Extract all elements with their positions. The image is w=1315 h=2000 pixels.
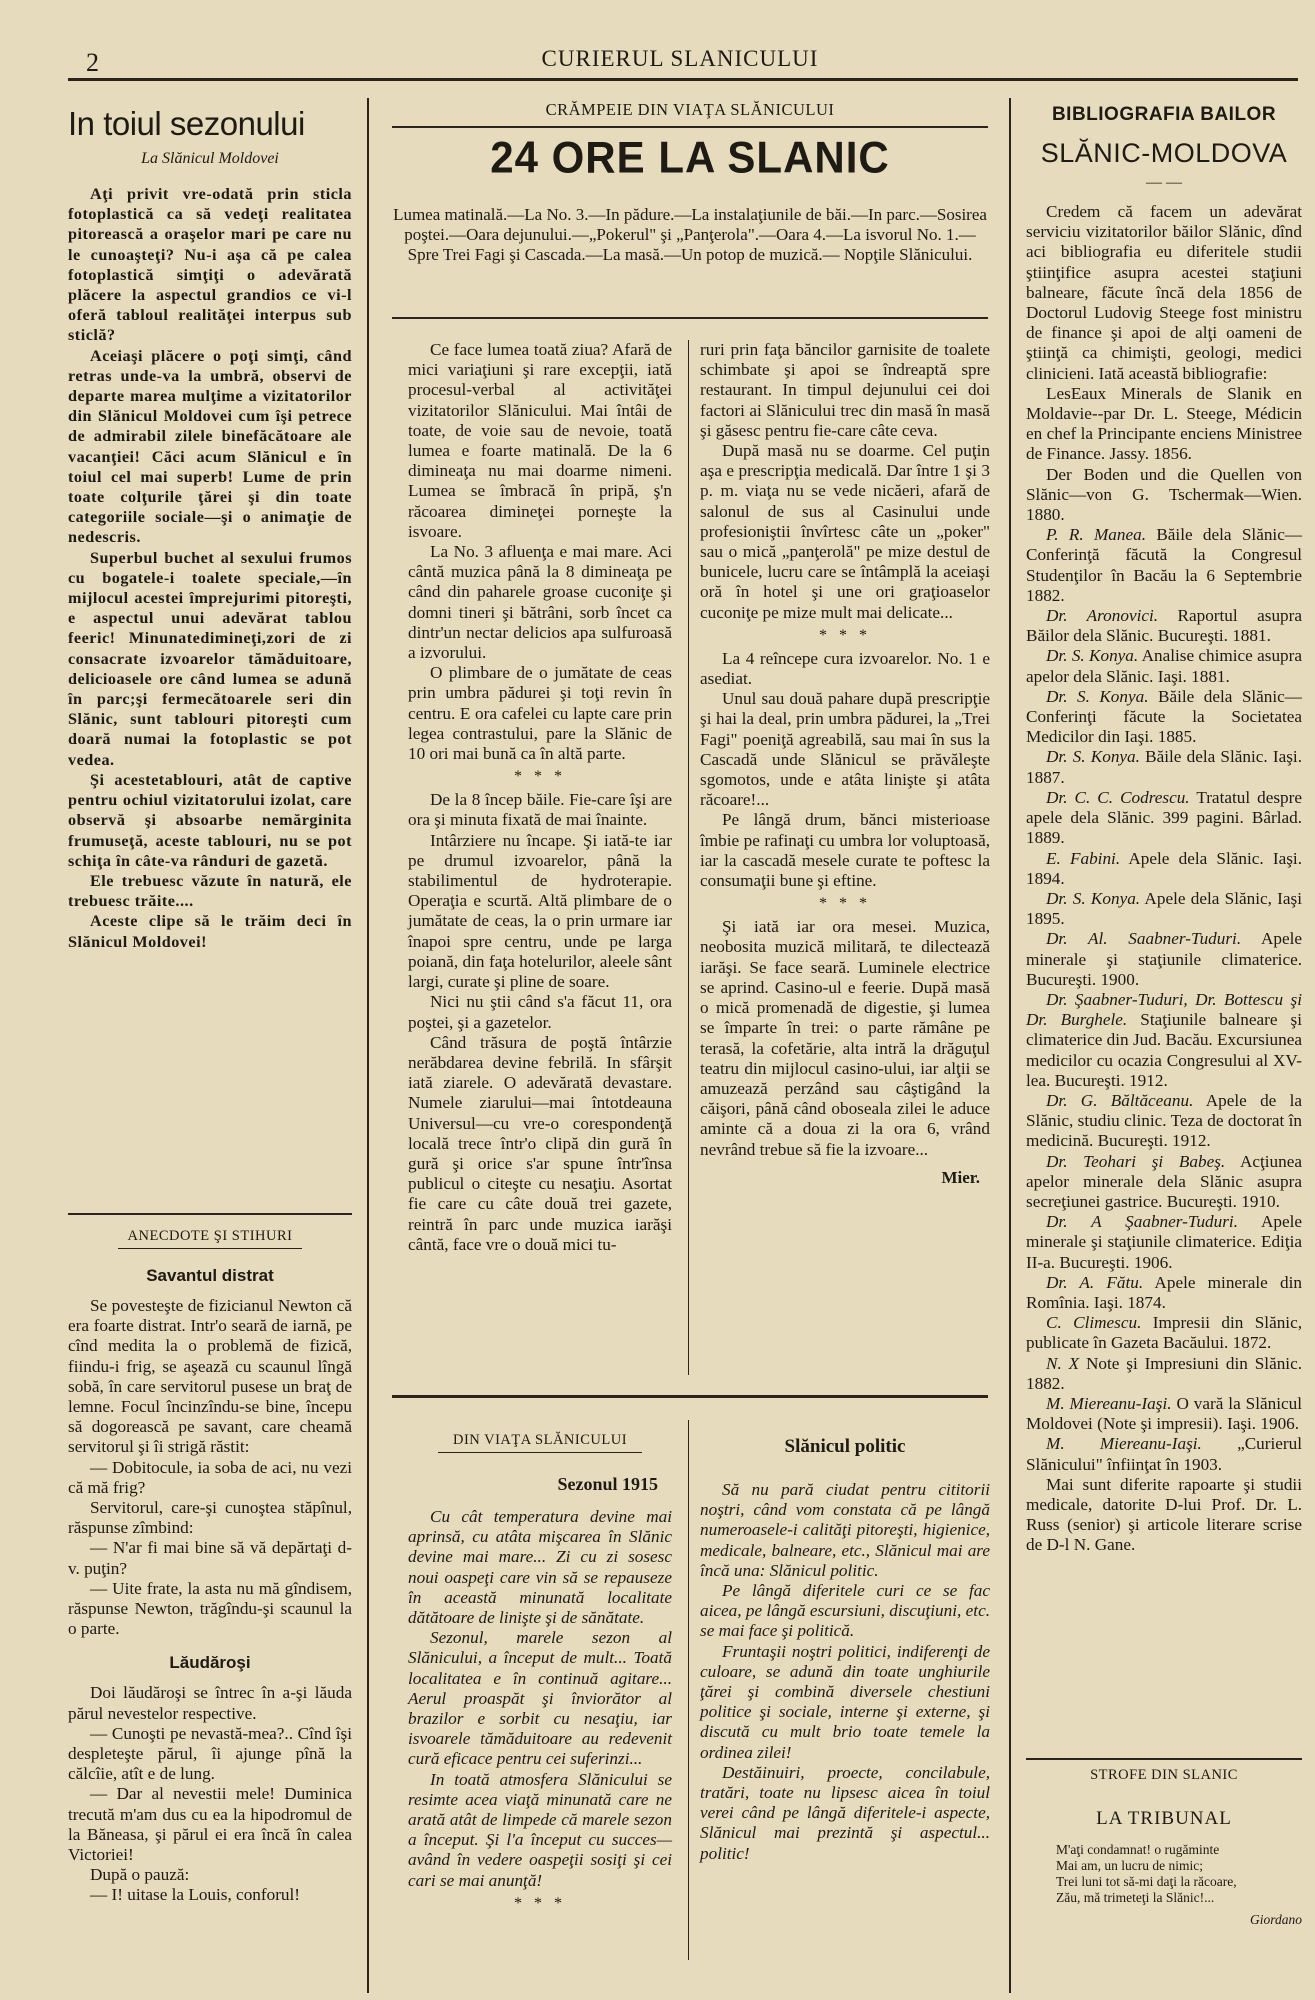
paragraph: De la 8 încep băile. Fie-care îşi are ora şi minuta fixată de mai înainte. — [408, 790, 672, 830]
column-divider-1 — [367, 98, 369, 1993]
bibliography-text: Apele minerale şi staţiunile climaterice. Ediţia II-a. Bucureşti. 1906. — [1026, 1212, 1302, 1272]
paragraph: Sezonul, marele sezon al Slănicului, a început de mult... Toată localitatea e în continuă agitare... Aerul proaspăt şi înviorător al brazilor e sorbit cu nesaţiu, iar isvoarele tămăduitoare au redevenit cură eficace pentru cei suferinzi... — [408, 1628, 672, 1769]
bibliography-text: Băile dela Slănic—Conferinţă făcută la Congresul Studenţilor în Bacău la 6 Septembrie 1882. — [1026, 525, 1303, 605]
bibliography-author: Dr. A. Fătu. — [1046, 1272, 1144, 1292]
section-label: DIN VIAŢA SLĂNICULUI — [452, 1432, 628, 1448]
bibliography-entry — [1026, 990, 1302, 1091]
article-right-column — [700, 340, 990, 1188]
bibliography-entry — [1026, 929, 1302, 990]
bibliography-text: Băile dela Slănic—Conferinţi făcute la Societatea Medicilor din Iaşi. 1885. — [1026, 686, 1302, 747]
bibliography-author: P. R. Manea. — [1046, 525, 1147, 545]
bibliography-text: „Curierul Slănicului" înfiinţat în 1903. — [1026, 1434, 1302, 1474]
section-label: STROFE DIN SLANIC — [1090, 1767, 1238, 1783]
anecdotes — [68, 1266, 352, 1906]
paragraph: Să nu pară ciudat pentru cititorii noştri, când vom constata că pe lângă numeroasele-i calităţi pitoreşti, higienice, medicale, balneare, etc., Slănicul mai are încă una: Slănicul politic. — [700, 1480, 990, 1580]
paragraph: Ce face lumea toată ziua? Afară de mici variaţiuni şi rare excepţii, iată procesul-verbal al activităţei vizitatorilor Slănicului. Mai întâi de toate, de voie sau de nevoie, toată lumea e foarte matinală. De la 6 dimineaţa nu mai doarme nimeni. Lumea se îmbracă în pripă, ş'n răcoarea dimineţei porneşte la isvoare. — [408, 340, 672, 541]
paragraph: O plimbare de o jumătate de ceas prin umbra pădurei şi toţi revin în centru. E ora cafelei cu lapte care prin legea contrastului, pare la Slănic de 10 ori mai bună ca în altă parte. — [408, 663, 672, 764]
paragraph: Mai sunt diferite rapoarte şi studii medicale, datorite D-lui Prof. Dr. L. Russ (senior) şi articole literare scrise de D-l N. Gane. — [1026, 1474, 1302, 1555]
paragraph: ruri prin faţa băncilor garnisite de toalete schimbate şi apoi se îndreaptă spre restaurant. In timpul dejunului cei doi factori ai Slănicului trec din masă în masă şi găsesc pentru fie-care câte ceva. — [700, 340, 990, 440]
bibliography-entry — [1026, 1273, 1302, 1313]
paragraph: Ele trebuesc văzute în natură, ele trebuesc trăite.... — [68, 871, 352, 911]
paragraph: In toată atmosfera Slănicului se resimte acea viaţă minunată care ne arată atât de limpede că marele sezon a început. Şi l'a început cu succes—având în vedere oaspeţii sosiţi şi cei cari se mai anunţă! — [408, 1769, 672, 1890]
paragraph: Credem că facem un adevărat serviciu vizitatorilor băilor Slănic, dînd aci bibliografia eu diferitele studii ştiinţifice asupra acestei staţiuni balneare, făcute încă dela 1856 de Doctorul Ludovig Steege fost ministru de finance şi apoi de alţi oameni de ştiinţă ca chimişti, geologi, medici clinicieni. Iată această bibliografie: — [1026, 202, 1302, 383]
paragraph: Se povesteşte de fizicianul Newton că era foarte distrat. Intr'o seară de iarnă, pe cînd medita la o problemă de fizică, fiindu-i frig, se aşează cu scaunul lîngă sobă, în care servitorul pusese un braţ de lemne. Focul încinzîndu-se bine, începu să dogorească pe savant, care cheamă servitorul şi îi strigă răstit: — [68, 1296, 352, 1457]
bibliography-text: Staţiunile balneare şi climaterice din Jud. Bacău. Excursiunea medicilor cu ocazia Congresului al XV-lea. Bucureşti. 1912. — [1026, 1010, 1303, 1090]
bibliography-text: Băile dela Slănic. Iaşi. 1887. — [1026, 747, 1302, 787]
bibliography-list — [1026, 202, 1302, 1556]
masthead: CURIERUL SLANICULUI — [541, 46, 819, 71]
article-title: In toiul sezonului — [68, 105, 305, 142]
title-dashes: — — — [1146, 174, 1182, 191]
paragraph: Şi iată iar ora mesei. Muzica, neobosita muzică militară, te dilectează iarăşi. Se face seară. Luminele electrice se aprind. Casino-ul e feerie. După masă o mică promenadă de digestie, şi lumea se împarte în trei: o parte rămâne pe terasă, la cofetărie, alta intră la drăguţul teatru din mijlocul casino-ului, iar alţii se amuzează perzând sau câştigând la căişori, până când oboseala zilei le aduce aminte că a doua zi la ora 6, vrând nevrând trebue să fie la izvoare... — [700, 917, 990, 1159]
paragraph: — Uite frate, la asta nu mă gîndisem, răspunse Newton, trăgîndu-şi scaunul la o parte. — [68, 1578, 352, 1639]
paragraph: La 4 reîncepe cura izvoarelor. No. 1 e asediat. — [700, 648, 990, 689]
page-number: 2 — [86, 48, 99, 77]
bibliography-text: Acţiunea apelor minerale dela Slănic asupra secreţiunei gastrice. Bucureşti. 1910. — [1026, 1151, 1302, 1211]
anecdote-title: Savantul distrat — [146, 1266, 274, 1285]
paragraph: Unul sau două pahare după prescripţie şi hai la deal, prin umbra pădurei, la „Trei Fagi" poeniţă agreabilă, sau mai în sus la Cascadă unde Slănicul se prăvăleşte sgomotos, unde e atâta linişte şi atâta răcoare!... — [700, 689, 990, 810]
headline: 24 ORE LA SLANIC — [490, 132, 890, 183]
bibliography-author: Dr. S. Konya. — [1046, 686, 1149, 706]
bibliography-author: Dr. S. Konya. — [1046, 646, 1139, 666]
poem-line: Zău, mă trimeteţi la Slănic!... — [1056, 1890, 1215, 1905]
paragraph: După masă nu se doarme. Cel puţin aşa e prescripţia medicală. Dar între 1 şi 3 p. m. viaţa nu se vede nicăeri, afară de salonul de sus al Casinului unde profesioniştii învîrtesc câte un „poker" sau o mică „panţerolă" pe mize destul de bunicele, lucru care se întâmplă la aceiaşi oră în hotel şi une ori graţioaselor cuconiţe pe mize mult mai delicate... — [700, 441, 990, 622]
bibliography-author: M. Miereanu-Iaşi. — [1046, 1434, 1202, 1454]
paragraph: Aceiaşi plăcere o poţi simţi, când retras unde-va la umbră, observi de departe marea mulţime a vizitatorilor din Slănicul Moldovei cum îşi petrece de admirabil zilele binefăcătoare ale vacanţiei! Căci acum Slănicul e în toiul cel mai superb! Lume de prin toate colţurile ţărei şi din toate categoriile sociale—şi o animaţie de nedescris. — [68, 346, 352, 547]
bibliography-text: Apele dela Slănic, Iaşi 1895. — [1026, 888, 1302, 929]
article-title: Sezonul 1915 — [557, 1474, 658, 1494]
separator-stars: * * * — [819, 895, 871, 913]
bibliography-author: Dr. S. Konya. — [1046, 747, 1140, 767]
inner-divider — [688, 340, 689, 1375]
section-label: ANECDOTE ŞI STIHURI — [127, 1228, 293, 1244]
paragraph: — Dar al nevestii mele! Duminica trecută m'am dus cu ea la hipodromul de la Băneasa, şi părul ei era încă în calea Victoriei! — [68, 1784, 352, 1865]
poem-line: Trei luni tot să-mi daţi la răcoare, — [1056, 1874, 1237, 1889]
bibliography-title: BIBLIOGRAFIA BAILOR — [1051, 104, 1277, 125]
bibliography-subtitle: SLĂNIC-MOLDOVA — [1040, 138, 1288, 168]
bibliography-author: Dr. A Şaabner-Tuduri. — [1046, 1212, 1238, 1232]
bibliography-author: Dr. S. Konya. — [1046, 888, 1141, 908]
paragraph: Nici nu ştii când s'a făcut 11, ora poştei, şi a gazetelor. — [408, 992, 672, 1032]
bibliography-entry — [1026, 889, 1302, 929]
section-rule — [68, 1213, 352, 1215]
bibliography-author: Dr. Teohari şi Babeş. — [1046, 1151, 1226, 1171]
paragraph: La No. 3 afluenţa e mai mare. Aci cântă muzica până la 8 dimineaţa pe când din paharele groase cuconiţe şi domni tineri şi bătrâni, sorb încet ca dintr'un nectar delicios apa sulfuroasă a izvorului. — [408, 542, 672, 663]
paragraph: Destăinuiri, proecte, concilabule, tratări, toate nu lipsesc aicea în toiul verei când pe lângă diferitele-i aspecte, Slănicul mai prezintă şi aspectul... politic! — [700, 1762, 990, 1863]
bibliography-author: Dr. Şaabner-Tuduri, Dr. Bottescu şi Dr. Burghele. — [1026, 989, 1302, 1030]
paragraph: Doi lăudăroşi se întrec în a-şi lăuda părul nevestelor respective. — [68, 1683, 352, 1723]
poem — [1056, 1842, 1302, 1928]
bibliography-text: Analise chimice asupra apelor dela Slănic. Iaşi. 1881. — [1026, 646, 1302, 686]
bibliography-text: Apele minerale din Romînia. Iaşi. 1874. — [1026, 1272, 1302, 1312]
paragraph: Superbul buchet al sexului frumos cu bogatele-i toalete speciale,—în mijlocul acestei împrejurimi pitoreşti, e aspectul unui adevărat tablou feeric! Minunatedimineţi,zori de zi consacrate izvoarelor tămăduitoare, delicioasele ore când lumea se adună în parc;şi fermecătoarele seri din Slănic, sunt tablouri pitoreşti cum doară numai la fotoplastic se pot vedea. — [68, 548, 352, 769]
kicker: CRĂMPEIE DIN VIAŢA SLĂNICULUI — [392, 100, 988, 120]
column-divider-2 — [1009, 98, 1011, 1993]
article-title: Slănicul politic — [784, 1436, 906, 1457]
bibliography-author: Dr. Aronovici. — [1046, 606, 1159, 626]
bibliography-entry — [1026, 1354, 1302, 1394]
bibliography-author: M. Miereanu-Iaşi. — [1046, 1393, 1172, 1413]
separator-stars: * * * — [514, 1894, 566, 1912]
summary-rule — [392, 317, 988, 319]
bibliography-author: Dr. G. Băltăceanu. — [1046, 1090, 1194, 1110]
article-signature: Mier. — [941, 1167, 980, 1187]
paragraph: — Dobitocule, ia soba de aci, nu vezi că mă frig? — [68, 1457, 352, 1497]
bibliography-text: LesEaux Minerals de Slanik en Moldavie--par Dr. L. Steege, Médicin en chef la Principante enciens Ministree de Finance. Jassy. 1856. — [1026, 383, 1302, 464]
poem-signature: Giordano — [1249, 1912, 1302, 1927]
lower-inner-divider — [688, 1420, 689, 1960]
bibliography-author: N. X — [1046, 1353, 1080, 1373]
lower-band-rule — [392, 1395, 988, 1398]
paragraph: Pe lângă diferitele curi ce se fac aicea, pe lângă escursiuni, discuţiuni, etc. se mai face şi politică. — [700, 1581, 990, 1641]
section-underline — [438, 1452, 642, 1453]
bibliography-text: Note şi Impresiuni din Slănic. 1882. — [1026, 1353, 1302, 1393]
paragraph: Cu cât temperatura devine mai aprinsă, cu atâta mişcarea în Slănic devine mai mare... Zi cu zi sosesc noui oaspeţi care vin să se repauseze în această minunată localitate dătătoare de linişte şi de sănătate. — [408, 1507, 672, 1628]
article-subtitle: La Slănicul Moldovei — [141, 150, 279, 167]
paragraph: — Cunoşti pe nevastă-mea?.. Cînd îşi despleteşte părul, îi ajunge pînă la călcîie, atît e de lung. — [68, 1723, 352, 1784]
separator-stars: * * * — [819, 626, 871, 644]
header-rule — [68, 78, 1298, 81]
paragraph: Servitorul, care-şi cunoştea stăpînul, răspunse zîmbind: — [68, 1498, 352, 1538]
paragraph: Intârzierе nu încape. Şi iată-te iar pe drumul izvoarelor, până la stabilimentul de hydroterapie. Operaţia e scurtă. Altă plimbare de o jumătate de ceas, la o prin urmare iar înapoi spre centru, unde pe larga poiană, din faţa hotelurilor, aleele sânt largi, curate şi pline de soare. — [408, 830, 672, 992]
bibliography-entry — [1026, 1152, 1302, 1213]
bibliography-entry — [1026, 747, 1302, 787]
poem-line: M'aţi condamnat! o rugăminte — [1056, 1842, 1220, 1857]
bibliography-entry — [1026, 849, 1302, 889]
headline-summary: Lumea matinală.—La No. 3.—In pădure.—La instalaţiunile de băi.—In parc.—Sosirea poştei.—Oara dejunului.—„Pokerul" şi „Panţerola".—Oara 4.—La isvorul No. 1.—Spre Trei Fagi şi Cascada.—La masă.—Un potop de muzică.— Nopţile Slănicului. — [393, 205, 987, 264]
kicker-rule — [392, 126, 988, 128]
paragraph: Pe lângă drum, bănci misterioase îmbie pe rafinaţi cu umbra lor voluptoasă, iar la cascadă mesele curate te poftesc la consumaţii bune şi eftine. — [700, 810, 990, 891]
section-rule — [1026, 1758, 1302, 1760]
bibliography-author: E. Fabini. — [1046, 848, 1121, 868]
section-underline — [118, 1248, 302, 1249]
bibliography-entry — [1026, 1091, 1302, 1152]
poem-title: LA TRIBUNAL — [1096, 1808, 1232, 1829]
paragraph: Fruntaşii noştri politici, indiferenţi de culoare, se adună din toate unghiurile ţărei şi combină diversele chestiuni politice şi sociale, interne şi externe, şi discută cu mult brio toate temele la ordinea zilei! — [700, 1641, 990, 1762]
paragraph: Aceste clipe să le trăim deci în Slănicul Moldovei! — [68, 912, 352, 951]
article-slanicul-politic — [700, 1436, 990, 1864]
article-left-column — [408, 340, 672, 1255]
separator-stars: * * * — [514, 768, 566, 786]
paragraph: Aţi privit vre-odată prin sticla fotoplastică ca să vedeţi realitatea pitorească a oraşelor mari pe care nu le cunoaşteţi? Nu-i aşa că pe calea fotoplastică simţiţi o adevărată plăcere la aspectul grandios ce vi-l oferă tabloul realităţei interpus sub sticlă? — [68, 185, 352, 345]
bibliography-entry — [1026, 687, 1302, 748]
paragraph: După o pauză: — [90, 1865, 190, 1885]
bibliography-text: Apele de la Slănic, studiu clinic. Teza de doctorat în medicină. Bucureşti. 1912. — [1026, 1090, 1302, 1151]
paragraph: Şi acestetablouri, atât de captive pentru ochiul vizitatorului izolat, care observă şi absoarbe nemărginita frumuseţă, aceste tablouri, nu se pot schiţa în câte-va rânduri de gazetă. — [68, 770, 352, 870]
bibliography-text: Tratatul despre apele dela Slănic. 399 pagini. Bârlad. 1889. — [1026, 787, 1302, 848]
bibliography-entry — [1026, 384, 1302, 465]
article-in-toiul-sezonului — [68, 104, 352, 952]
poem-line: Mai am, un lucru de nimic; — [1056, 1858, 1203, 1873]
bibliography-entry — [1026, 525, 1302, 606]
paragraph: — I! uitase la Louis, conforul! — [90, 1885, 301, 1905]
bibliography-text: O vară la Slănicul Moldovei (Note şi impresii). Iaşi. 1906. — [1026, 1393, 1302, 1434]
paragraph: — N'ar fi mai bine să vă depărtaţi d-v. puţin? — [68, 1538, 352, 1578]
paragraph: Când trăsura de poştă întârzie nerăbdarea devine febrilă. In sfârşit iată ziarele. O adevărată devastare. Numele ziarului—mai întotdeauna Universul—cu vre-o corespondenţă locală trece într'o clipă din gură în gură şi orice s'ar spune într'însa publicul o citeşte cu nesaţiu. Asortat fie care cu câte două trei gazete, reintră în parc unde muzica iarăşi cântă, face vre o două mici tu- — [408, 1032, 672, 1254]
bibliography-entry — [1026, 465, 1302, 526]
bibliography-entry — [1026, 1313, 1302, 1353]
bibliography-entry — [1026, 606, 1302, 646]
bibliography-entry — [1026, 1212, 1302, 1273]
bibliography-text: Der Boden und die Quellen von Slănic—von G. Tschermak—Wien. 1880. — [1026, 464, 1302, 525]
bibliography-entry — [1026, 788, 1302, 849]
bibliography-author: C. Climescu. — [1046, 1313, 1142, 1333]
bibliography-text: Apele minerale şi staţiunile climaterice. Bucureşti. 1900. — [1026, 929, 1302, 989]
bibliography-text: Raportul asupra Băilor dela Slănic. Bucureşti. 1881. — [1026, 606, 1302, 646]
bibliography-author: Dr. C. C. Codrescu. — [1046, 787, 1190, 807]
article-sezonul-1915 — [408, 1474, 672, 1917]
bibliography-entry — [1026, 1394, 1302, 1434]
bibliography-entry — [1026, 1434, 1302, 1474]
bibliography-text: Impresii din Slănic, publicate în Gazeta Bacăului. 1872. — [1026, 1313, 1303, 1353]
bibliography-text: Apele dela Slănic. Iaşi. 1894. — [1026, 848, 1302, 888]
anecdote-title: Lăudăroşi — [169, 1653, 251, 1673]
bibliography-author: Dr. Al. Saabner-Tuduri. — [1046, 929, 1242, 949]
bibliography-entry — [1026, 646, 1302, 686]
